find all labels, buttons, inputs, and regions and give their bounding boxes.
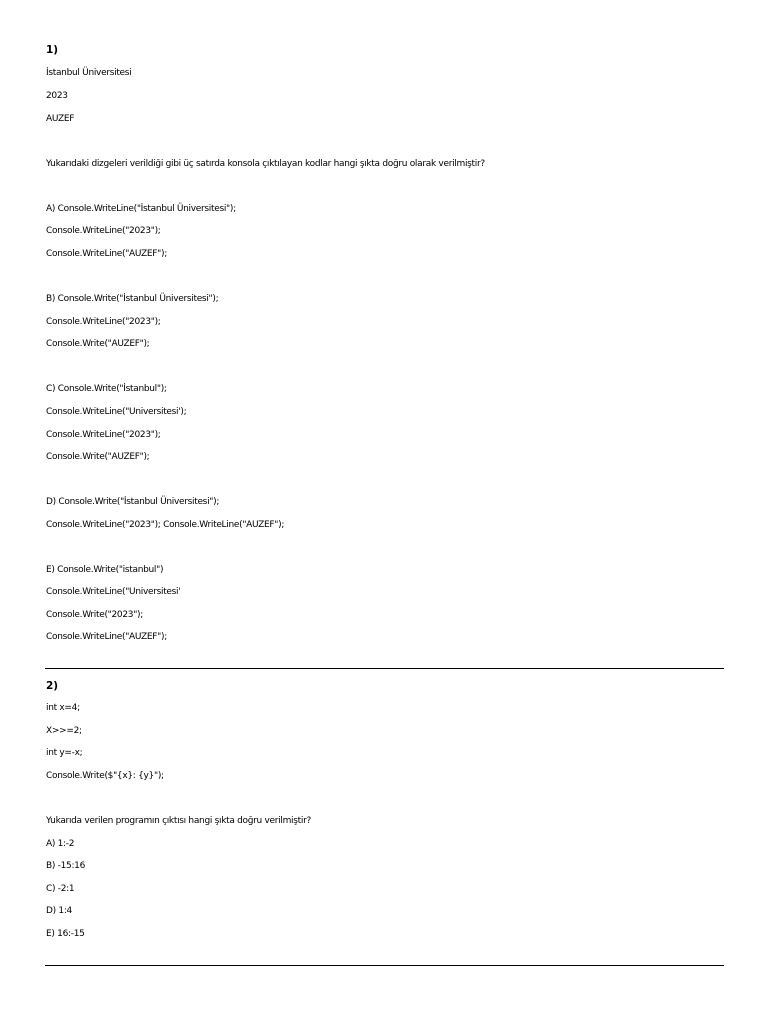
question-1-number: 1) [46, 44, 59, 56]
q2-question-text: Yukarıda verilen programın çıktısı hangi şıkta doğru verilmiştir? [46, 816, 311, 826]
question-2-number: 2) [46, 680, 59, 692]
q1-option-e-line-4: Console.WriteLine("AUZEF"); [46, 632, 167, 642]
q2-code-line-1: int x=4; [46, 703, 80, 713]
q1-option-e-line-3: Console.Write("2023"); [46, 610, 143, 620]
q1-option-a-line-3: Console.WriteLine("AUZEF"); [46, 249, 167, 259]
q1-option-a-line-2: Console.WriteLine("2023"); [46, 226, 161, 236]
q1-option-c-line-4: Console.Write("AUZEF"); [46, 452, 150, 462]
q1-option-d-line-2: Console.WriteLine("2023"); Console.WriteLine("AUZEF"); [46, 520, 285, 530]
question-divider-1 [45, 668, 724, 669]
q2-option-e: E) 16:-15 [46, 929, 85, 939]
question-divider-2 [45, 965, 724, 966]
q1-option-c-line-2: Console.WriteLine("Universitesi'); [46, 407, 187, 417]
q1-option-c-line-1: C) Console.Write("İstanbul"); [46, 384, 167, 394]
q1-given-line-1: İstanbul Üniversitesi [46, 68, 132, 78]
q1-given-line-3: AUZEF [46, 114, 75, 124]
q2-code-line-2: X>>=2; [46, 726, 82, 736]
q1-option-a-line-1: A) Console.WriteLine("İstanbul Üniversitesi"); [46, 204, 236, 214]
q1-option-d-line-1: D) Console.Write("İstanbul Üniversitesi"); [46, 497, 220, 507]
q2-option-c: C) -2:1 [46, 884, 75, 894]
q2-option-d: D) 1:4 [46, 906, 72, 916]
q2-option-a: A) 1:-2 [46, 839, 75, 849]
q1-given-line-2: 2023 [46, 91, 68, 101]
q1-question-text: Yukarıdaki dizgeleri verildiği gibi üç satırda konsola çıktılayan kodlar hangi şıkta doğru olarak verilmiştir? [46, 159, 485, 169]
q2-code-line-3: int y=-x; [46, 748, 83, 758]
q1-option-c-line-3: Console.WriteLine("2023"); [46, 430, 161, 440]
q1-option-e-line-1: E) Console.Write("istanbul") [46, 565, 164, 575]
q1-option-b-line-3: Console.Write("AUZEF"); [46, 339, 150, 349]
q1-option-b-line-1: B) Console.Write("İstanbul Üniversitesi"); [46, 294, 219, 304]
q2-option-b: B) -15:16 [46, 861, 86, 871]
q1-option-b-line-2: Console.WriteLine("2023"); [46, 317, 161, 327]
q2-code-line-4: Console.Write($"{x}: {y}"); [46, 771, 164, 781]
q1-option-e-line-2: Console.WriteLine("Universitesi' [46, 587, 181, 597]
